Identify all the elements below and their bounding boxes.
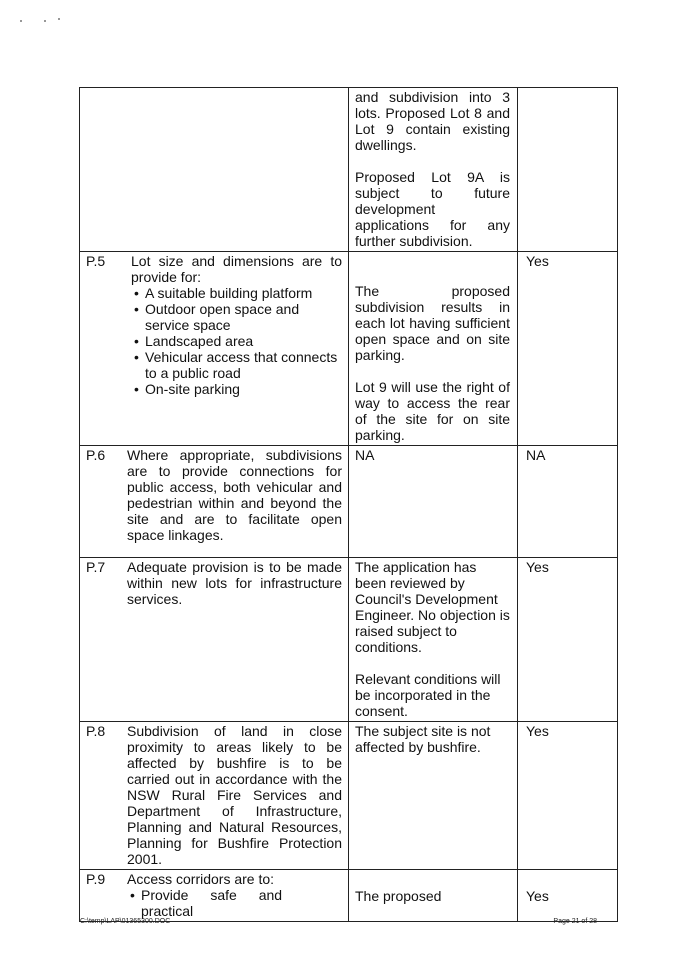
compliance-cell — [518, 722, 618, 870]
table-row — [80, 558, 618, 722]
control-text: Subdivision of land in close proximity to areas likely to be affected by bushfire is to be carried out in accordance with the NSW Rural Fire Services and Department of Infrastructure, Planning and Natural Resources, Planning for Bushfire Protection 2001. — [127, 723, 342, 867]
list-item: • A suitable building platform — [145, 285, 342, 301]
compliance-cell — [518, 88, 618, 252]
list-item: • On-site parking — [145, 381, 342, 397]
compliance-value: Yes — [526, 253, 549, 269]
compliance-value: Yes — [526, 559, 549, 575]
page-number: Page 21 of 28 — [553, 918, 597, 925]
compliance-value: NA — [526, 447, 546, 463]
control-cell — [80, 558, 349, 722]
comment-paragraph: Proposed Lot 9A is subject to future development applications for any further subdivision. — [355, 169, 510, 249]
compliance-value: Yes — [526, 888, 549, 904]
list-item: • Provide safe and practical — [141, 887, 342, 919]
list-item: • Vehicular access that connects to a public road — [145, 349, 342, 381]
comment-cell — [349, 88, 518, 252]
table-row — [80, 446, 618, 558]
table-row — [80, 252, 618, 446]
scan-speck — [20, 20, 22, 22]
table-row — [80, 722, 618, 870]
compliance-table — [79, 87, 618, 922]
clause-ref: P.5 — [86, 253, 106, 269]
control-text: Where appropriate, subdivisions are to provide connections for public access, both vehicular and pedestrian within and beyond the site and are to facilitate open space linkages. — [127, 447, 342, 543]
clause-ref: P.7 — [86, 559, 106, 575]
control-text: Access corridors are to: — [127, 871, 275, 887]
compliance-cell — [518, 558, 618, 722]
comment-paragraph: The proposed subdivision results in each lot having sufficient open space and on site parking. — [355, 283, 510, 363]
comment-paragraph: The subject site is not affected by bushfire. — [355, 723, 491, 755]
list-item: • Landscaped area — [145, 333, 342, 349]
comment-cell — [349, 722, 518, 870]
file-path: C:\temp\LAP\01365300.DOC — [80, 918, 171, 925]
control-cell — [80, 722, 349, 870]
bullet-list — [131, 285, 342, 397]
bullet-list — [127, 887, 342, 919]
clause-ref: P.6 — [86, 447, 106, 463]
comment-cell — [349, 252, 518, 446]
control-cell — [80, 88, 349, 252]
comment-cell — [349, 870, 518, 922]
list-item: • Outdoor open space and service space — [145, 301, 342, 333]
table-row — [80, 870, 618, 922]
control-cell — [80, 252, 349, 446]
comment-cell — [349, 558, 518, 722]
scan-speck — [58, 18, 60, 20]
control-text: Lot size and dimensions are to provide for: — [131, 253, 342, 285]
comment-paragraph: NA — [355, 447, 375, 463]
comment-paragraph: Relevant conditions will be incorporated in the consent. — [355, 671, 501, 719]
control-text: Adequate provision is to be made within new lots for infrastructure services. — [127, 559, 342, 607]
control-cell — [80, 870, 349, 922]
scan-speck — [44, 20, 46, 22]
control-cell — [80, 446, 349, 558]
compliance-cell — [518, 446, 618, 558]
compliance-cell — [518, 870, 618, 922]
comment-cell — [349, 446, 518, 558]
comment-paragraph: The proposed — [355, 888, 442, 904]
compliance-cell — [518, 252, 618, 446]
comment-paragraph: The application has been reviewed by Council's Development Engineer. No objection is raised subject to conditions. — [355, 559, 510, 655]
comment-paragraph: Lot 9 will use the right of way to access the rear of the site for on site parking. — [355, 379, 510, 443]
compliance-value: Yes — [526, 723, 549, 739]
table-row — [80, 88, 618, 252]
clause-ref: P.9 — [86, 871, 106, 887]
comment-paragraph: and subdivision into 3 lots. Proposed Lot 8 and Lot 9 contain existing dwellings. — [355, 89, 510, 153]
clause-ref: P.8 — [86, 723, 106, 739]
